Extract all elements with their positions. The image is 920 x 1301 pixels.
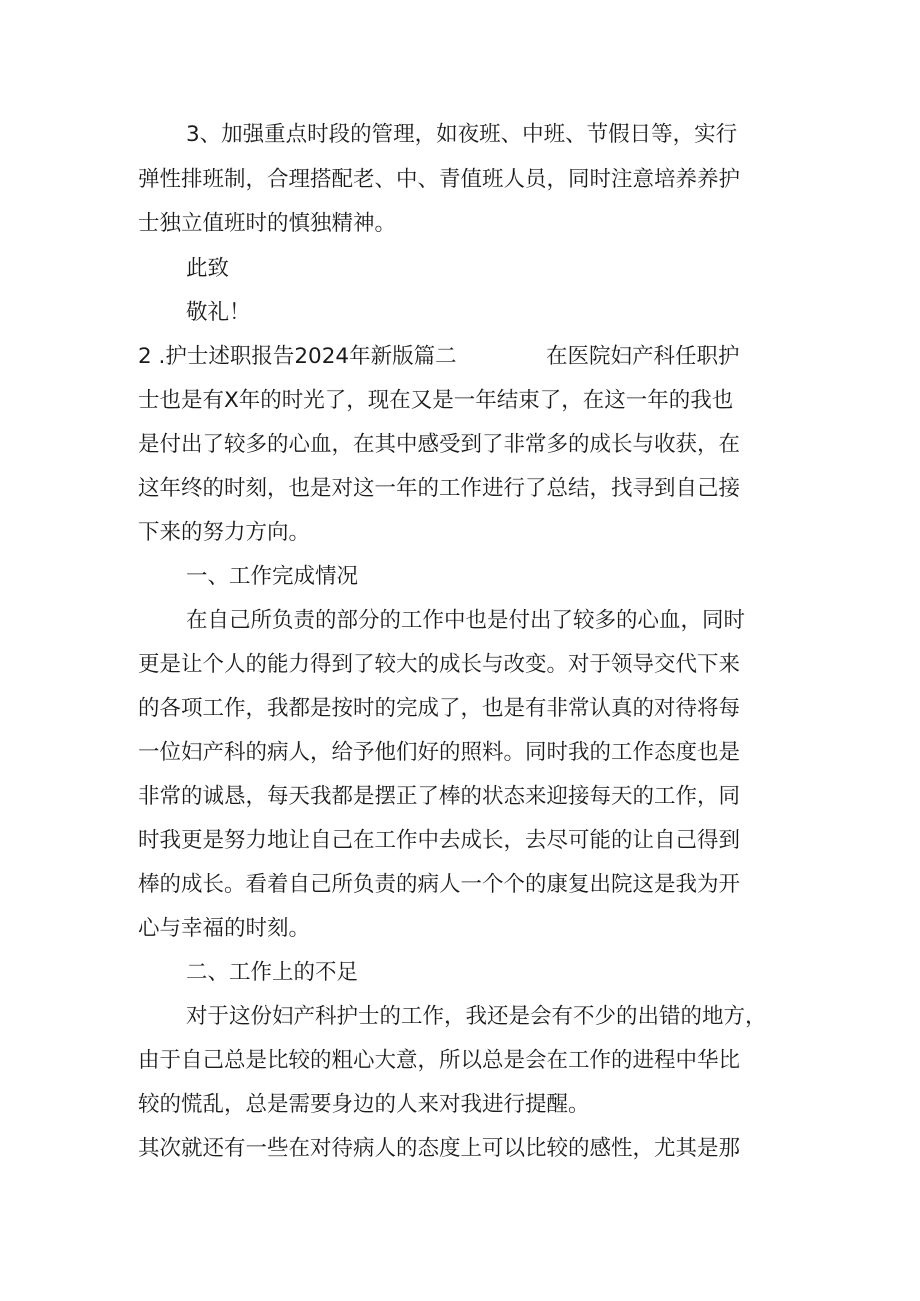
paragraph-line: 弹性排班制，合理搭配老、中、青值班人员，同时注意培养养护: [138, 167, 741, 192]
salutation-line: 此致: [186, 256, 230, 281]
paragraph-line: 士也是有X年的时光了，现在又是一年结束了，在这一年的我也: [138, 388, 734, 413]
section-heading-continuation: 在医院妇产科任职护: [546, 344, 740, 369]
salutation-line: 敬礼！: [186, 300, 251, 325]
paragraph-line: 3、加强重点时段的管理，如夜班、中班、节假日等，实行: [186, 122, 738, 147]
paragraph-line: 士独立值班时的慎独精神。: [138, 211, 397, 236]
paragraph-line: 较的慌乱，总是需要身边的人来对我进行提醒。: [138, 1092, 590, 1117]
section-heading: [138, 338, 788, 375]
subheading-work-completion: 一、工作完成情况: [186, 564, 359, 589]
paragraph-line: 对于这份妇产科护士的工作，我还是会有不少的出错的地方，: [186, 1004, 767, 1029]
subheading-shortcomings: 二、工作上的不足: [186, 960, 359, 985]
paragraph-line: 其次就还有一些在对待病人的态度上可以比较的感性，尤其是那: [138, 1136, 741, 1161]
paragraph-line: 更是让个人的能力得到了较大的成长与改变。对于领导交代下来: [138, 652, 741, 677]
section-heading-title: 2 .护士述职报告2024年新版篇二: [138, 344, 457, 369]
paragraph-line: 时我更是努力地让自己在工作中去成长，去尽可能的让自己得到: [138, 828, 741, 853]
paragraph-line: 的各项工作，我都是按时的完成了，也是有非常认真的对待将每: [138, 696, 741, 721]
paragraph-line: 由于自己总是比较的粗心大意，所以总是会在工作的进程中华比: [138, 1048, 741, 1073]
paragraph-line: 在自己所负责的部分的工作中也是付出了较多的心血，同时: [186, 608, 746, 633]
paragraph-line: 棒的成长。看着自己所负责的病人一个个的康复出院这是我为开: [138, 872, 741, 897]
paragraph-line: 心与幸福的时刻。: [138, 916, 311, 941]
paragraph-line: 是付出了较多的心血，在其中感受到了非常多的成长与收获，在: [138, 432, 741, 457]
paragraph-line: 一位妇产科的病人，给予他们好的照料。同时我的工作态度也是: [138, 740, 741, 765]
paragraph-line: 非常的诚恳，每天我都是摆正了棒的状态来迎接每天的工作，同: [138, 784, 741, 809]
paragraph-line: 下来的努力方向。: [138, 520, 311, 545]
paragraph-line: 这年终的时刻，也是对这一年的工作进行了总结，找寻到自己接: [138, 476, 741, 501]
